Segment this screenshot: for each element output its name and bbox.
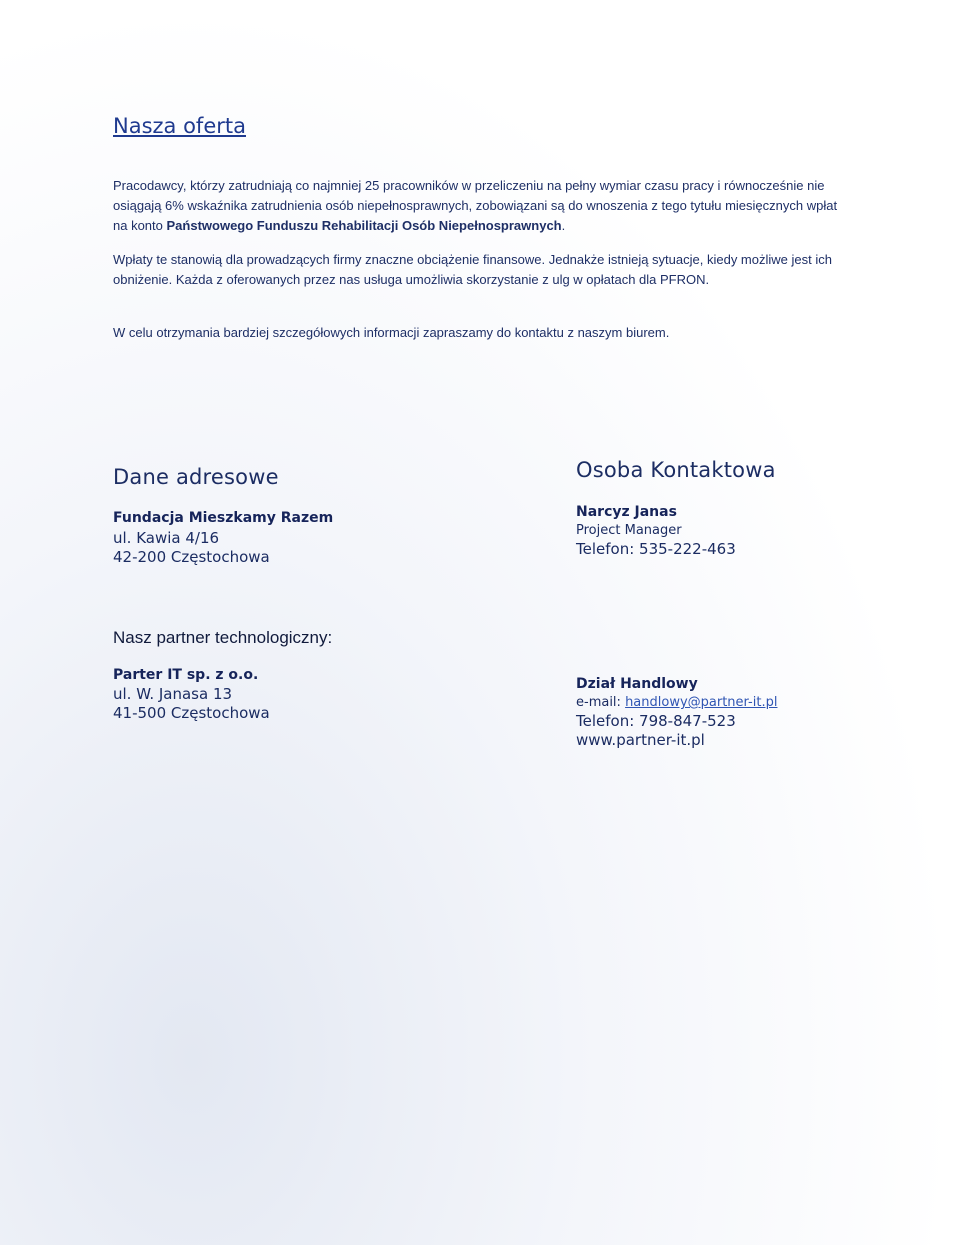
address-org: Fundacja Mieszkamy Razem: [113, 510, 334, 526]
partner-street: ul. W. Janasa 13: [113, 685, 233, 703]
offer-paragraph-2: Wpłaty te stanowią dla prowadzących firmy znaczne obciążenie finansowe. Jednakże istnieją sytuacje, kiedy możliwe jest ich obniżenie. Każda z oferowanych przez nas usługa umożliwia skorzystanie z ulg w opłatach dla PFRON.: [113, 252, 832, 287]
address-title: Dane adresowe: [113, 465, 279, 489]
partner-email-link[interactable]: handlowy@partner-it.pl: [625, 695, 778, 710]
address-city: 42-200 Częstochowa: [113, 548, 270, 566]
partner-city: 41-500 Częstochowa: [113, 704, 270, 722]
partner-website[interactable]: www.partner-it.pl: [576, 731, 705, 749]
contact-name: Narcyz Janas: [576, 504, 677, 520]
partner-org: Parter IT sp. z o.o.: [113, 667, 259, 683]
partner-email-label: e-mail:: [576, 695, 626, 710]
offer-paragraph-1-text: Pracodawcy, którzy zatrudniają co najmniej 25 pracowników w przeliczeniu na pełny wymiar czasu pracy i równocześnie nie osiągają 6% wskaźnika zatrudnienia osób niepełnosprawnych, zobowiązani są do wnoszenia z tego tytułu miesięcznych wpłat na konto: [113, 178, 838, 233]
offer-paragraph-1-end: .: [561, 218, 566, 233]
page-title: Nasza oferta: [113, 114, 246, 138]
partner-phone: Telefon: 798-847-523: [576, 712, 736, 730]
offer-paragraph-3: W celu otrzymania bardziej szczegółowych informacji zapraszamy do kontaktu z naszym biurem.: [113, 325, 670, 340]
contact-title: Osoba Kontaktowa: [576, 458, 776, 482]
partner-email-row: [576, 695, 777, 710]
partner-dept: Dział Handlowy: [576, 676, 698, 692]
offer-paragraph-1-fund: Państwowego Funduszu Rehabilitacji Osób Niepełnosprawnych: [166, 218, 562, 233]
offer-paragraph-1: [113, 176, 843, 236]
address-street: ul. Kawia 4/16: [113, 529, 220, 547]
partner-title: Nasz partner technologiczny:: [113, 628, 333, 647]
contact-role: Project Manager: [576, 523, 682, 538]
contact-phone: Telefon: 535-222-463: [576, 540, 736, 558]
